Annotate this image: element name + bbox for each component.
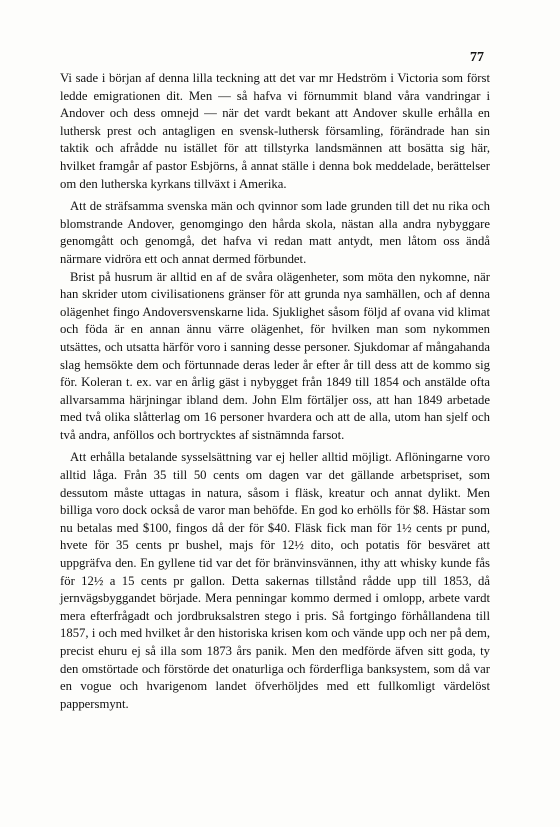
- paragraph-4: Att erhålla betalande sysselsättning var ej heller alltid möjligt. Aflöningarne voro alltid låga. Från 35 till 50 cents om dagen var det gällande arbetspriset, som dessutom måste uttagas in natura, såsom i fläsk, kreatur och annat dylikt. Men billiga voro dock också de varor man behöfde. En god ko erhölls för $8. Hästar som nu betalas med $100, fingos då der för $40. Fläsk fick man för 1½ cents pr pund, hvete för 35 cents pr bushel, majs för 12½ dito, och potatis för besväret att uppgräfva den. En gyllene tid var det för bränvinsvännen, ithy att whisky kunde fås för 12½ a 15 cents pr gallon. Detta sakernas tillstånd rådde upp till 1853, då jernvägsbyggandet började. Mera penningar kommo dermed i omlopp, arbete vardt mera efterfrågadt och jordbruksalstren stego i pris. Så fortgingo förhållandena till 1857, i och med hvilket år den historiska krisen kom och vände upp och ner på dem, precist ehuru ej så illa som 1873 års panik. Men den medförde äfven sitt goda, ty den omstörtade och förstörde det onaturliga och förderfliga banksystem, som då var en vogue och hvarigenom landet öfverhöljdes med ett fullkomligt värdelöst pappersmynt.: [60, 450, 490, 711]
- body-text: [60, 70, 490, 713]
- page-number: 77: [470, 50, 484, 65]
- paragraph-3: Brist på husrum är alltid en af de svåra olägenheter, som möta den nykomne, när han skrider utom civilisationens gränser för att grunda nya samhällen, och af denna olägenhet fingo Andoversvenskarne lida. Sjuklighet såsom följd af ovana vid klimat och föda är en annan ännu värre olägenhet, för hvilken man som nykommen utsättes, och utsatta härför voro i sanning desse personer. Sjukdomar af mångahanda slag hemsökte dem och förtunnade deras leder år efter år till dess att de kommo sig för. Koleran t. ex. var en årlig gäst i nybygget från 1849 till 1854 och anstälde ofta allvarsamma härjningar ibland dem. John Elm förtäljer oss, att han 1849 arbetade med två olika slåtterlag om 16 personer hvardera och att de alla, utom han sjelf och två andra, anföllos och bortrycktes af sistnämnda farsot.: [60, 269, 490, 442]
- paragraph-2: Att de sträfsamma svenska män och qvinnor som lade grunden till det nu rika och blomstrande Andover, genomgingo den hårda skola, nästan alla andra nybyggare genomgått och genomgå, det hafva vi redan matt antydt, men låtom oss ändå närmare vidröra ett och annat dermed förbundet.: [60, 199, 490, 266]
- paragraph-1: Vi sade i början af denna lilla teckning att det var mr Hedström i Victoria som först ledde emigrationen dit. Men — så hafva vi förnummit bland våra vandringar i Andover och dess omnejd — när det vardt bekant att Andover skulle erhålla en luthersk prest och antagligen en svensk-luthersk församling, förändrade han sin taktik och afrådde nu istället för att tillstyrka landsmännen att bosätta sig här, hvilket framgår af pastor Esbjörns, å annat ställe i denna bok meddelade, berättelser om den lutherska kyrkans tillväxt i Amerika.: [60, 71, 490, 191]
